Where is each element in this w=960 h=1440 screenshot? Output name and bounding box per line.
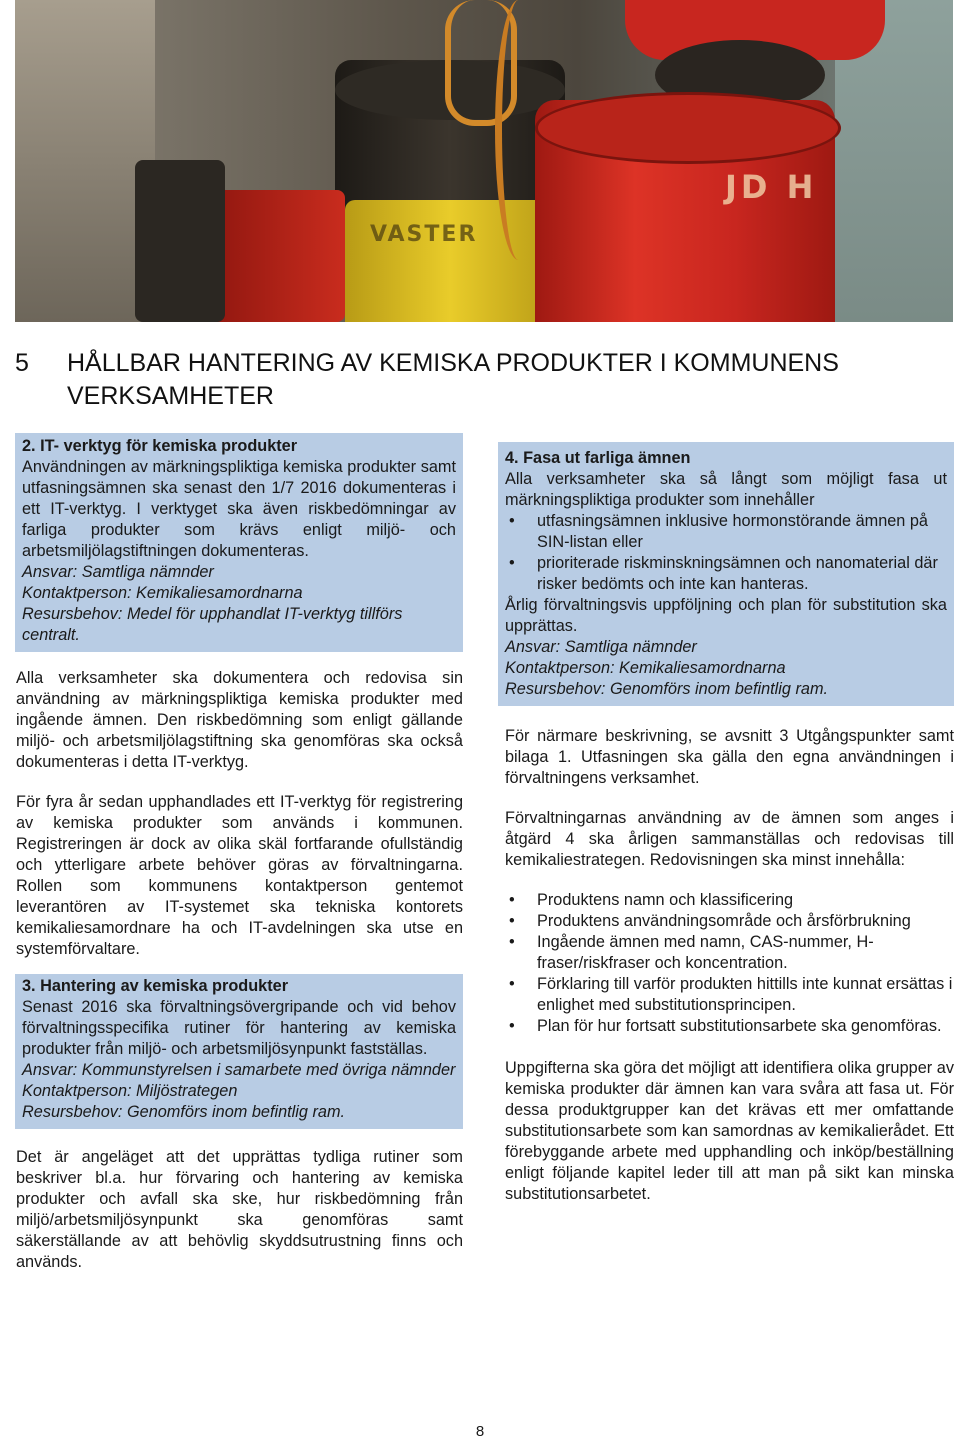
action-2-body: Användningen av märkningspliktiga kemiska produkter samt utfasningsämnen ska senast den 1/7 2016 dokumenteras i ett IT-verktyg. I verktyget ska även riskbedömningar av farliga produkter som krävs enligt miljö- och arbetsmiljölagstiftningen dokumenteras. xyxy=(22,458,456,560)
left-column xyxy=(15,433,463,1273)
action-4-bullet: • prioriterade riskminskningsämnen och nanomaterial där risker bedömts och inte kan hanteras. xyxy=(505,553,947,595)
list-item: • Ingående ämnen med namn, CAS-nummer, H-fraser/riskfraser och koncentration. xyxy=(505,932,954,974)
action-4-ansvar: Ansvar: Samtliga nämnder xyxy=(505,638,697,656)
chapter-heading xyxy=(15,347,945,413)
action-4-bullet: • utfasningsämnen inklusive hormonstörande ämnen på SIN-listan eller xyxy=(505,511,947,553)
action-3-kontakt: Kontaktperson: Miljöstrategen xyxy=(22,1082,238,1100)
list-item: • Förklaring till varför produkten hittills inte kunnat ersättas i enlighet med substitutionsprincipen. xyxy=(505,974,954,1016)
action-2-resurs: Resursbehov: Medel för upphandlat IT-verktyg tillförs centralt. xyxy=(22,605,403,644)
list-item: • Produktens namn och klassificering xyxy=(505,890,954,911)
action-2-kontakt: Kontaktperson: Kemikaliesamordnarna xyxy=(22,584,303,602)
action-4-kontakt: Kontaktperson: Kemikaliesamordnarna xyxy=(505,659,786,677)
list-item: • Produktens användningsområde och årsförbrukning xyxy=(505,911,954,932)
report-contents-list xyxy=(498,890,954,1037)
action-3-body: Senast 2016 ska förvaltningsövergripande och vid behov förvaltningsspecifika rutiner för hantering av kemiska produkter från miljö- och arbetsmiljösynpunkt fastställas. xyxy=(22,998,456,1058)
page-number: 8 xyxy=(475,1423,485,1440)
action-3-title: 3. Hantering av kemiska produkter xyxy=(22,977,289,995)
drum-text-red: JD H xyxy=(725,168,818,206)
chapter-title-line2: VERKSAMHETER xyxy=(67,382,274,410)
action-4-intro: Alla verksamheter ska så långt som möjligt fasa ut märkningspliktiga produkter som innehåller xyxy=(505,470,947,509)
action-2-ansvar: Ansvar: Samtliga nämnder xyxy=(22,563,214,581)
left-paragraph-1: Alla verksamheter ska dokumentera och redovisa sin användning av märkningspliktiga kemiska produkter med ingående ämnen. Den riskbedömning som enligt gällande miljö- och arbetsmiljölagstiftning ska genomföras ska också dokumenteras i detta IT-verktyg. xyxy=(16,669,463,771)
drum-text-yellow: VASTER xyxy=(370,222,478,247)
action-4-bullets xyxy=(505,511,947,595)
action-4-title: 4. Fasa ut farliga ämnen xyxy=(505,449,691,467)
chapter-number: 5 xyxy=(15,349,29,377)
action-4-body: Årlig förvaltningsvis uppföljning och plan för substitution ska upprättas. xyxy=(505,596,947,635)
right-paragraph-3: Uppgifterna ska göra det möjligt att identifiera olika grupper av kemiska produkter där ämnen kan vara svåra att fasa ut. För dessa produktgrupper kan det krävas ett mer omfattande substitutionsarbete som kan samordnas av kemikalierådet. Ett förebyggande arbete med upphandling och inköp/beställning enligt följande kapitel leder till att man på sikt kan minska substitutionsarbetet. xyxy=(505,1059,954,1203)
action-3-ansvar: Ansvar: Kommunstyrelsen i samarbete med övriga nämnder xyxy=(22,1061,456,1079)
chapter-title-line1: HÅLLBAR HANTERING AV KEMISKA PRODUKTER I KOMMUNENS xyxy=(67,349,839,377)
action-4-resurs: Resursbehov: Genomförs inom befintlig ram. xyxy=(505,680,829,698)
left-paragraph-2: För fyra år sedan upphandlades ett IT-verktyg för registrering av kemiska produkter som används i kommunen. Registreringen är dock av olika skäl fortfarande ofullständig och ytterligare arbete behöver göras av förvaltningarna. Rollen som kommunens kontaktperson gentemot leverantören av IT-systemet ska tekniska kontorets kemikaliesamordnare ha och IT-avdelningen ska utse en systemförvaltare. xyxy=(16,793,463,958)
action-3-resurs: Resursbehov: Genomförs inom befintlig ram. xyxy=(22,1103,346,1121)
left-paragraph-3: Det är angeläget att det upprättas tydliga rutiner som beskriver bl.a. hur förvaring och hantering av kemiska produkter och avfall ska ske, hur riskbedömning från miljö/arbetsmiljösynpunkt ska genomföras samt säkerställande av att behövlig skyddsutrustning finns och används. xyxy=(16,1148,463,1271)
action-box-3 xyxy=(15,974,463,1129)
right-paragraph-1: För närmare beskrivning, se avsnitt 3 Utgångspunkter samt bilaga 1. Utfasningen ska gälla den egna användningen i förvaltningens verksamhet. xyxy=(505,727,954,787)
action-box-2 xyxy=(15,433,463,652)
action-2-title: 2. IT- verktyg för kemiska produkter xyxy=(22,437,298,455)
right-paragraph-2: Förvaltningarnas användning av de ämnen som anges i åtgärd 4 ska årligen sammanställas och redovisas till kemikaliestrategen. Redovisningen ska minst innehålla: xyxy=(505,809,954,869)
barrels-photo xyxy=(15,0,953,322)
list-item: • Plan för hur fortsatt substitutionsarbete ska genomföras. xyxy=(505,1016,954,1037)
right-column xyxy=(498,442,954,1205)
action-box-4 xyxy=(498,442,954,706)
